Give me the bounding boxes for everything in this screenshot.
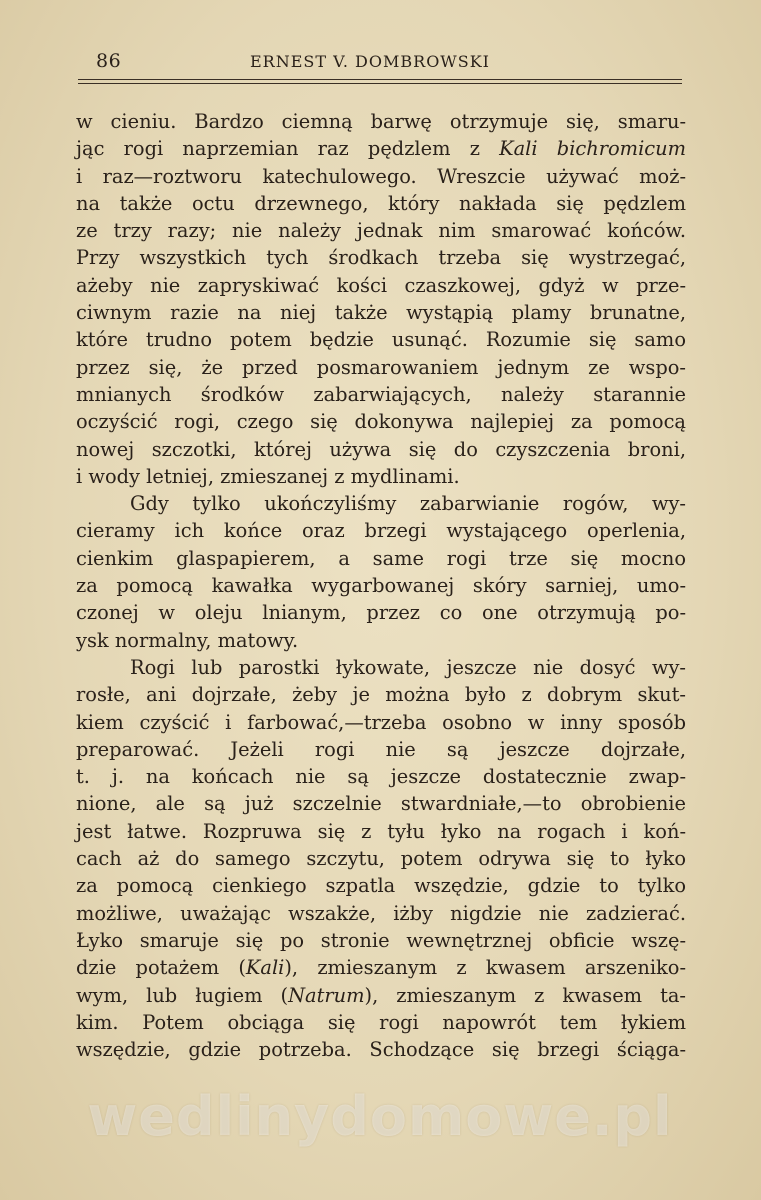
text-line: cieramy ich końce oraz brzegi wystającego operlenia, xyxy=(76,519,686,543)
text-line: i wody letniej, zmieszanej z mydlinami. xyxy=(76,464,460,488)
text-run: wym, lub ługiem ( xyxy=(76,983,289,1007)
italic-term: Kali bichromicum xyxy=(499,137,687,161)
text-line: na także octu drzewnego, który nakłada się pędzlem xyxy=(76,191,686,215)
text-run: jąc rogi naprzemian raz pędzlem z xyxy=(76,137,500,161)
text-line: preparować. Jeżeli rogi nie są jeszcze dojrzałe, xyxy=(76,737,686,761)
text-line: cach aż do samego szczytu, potem odrywa się to łyko xyxy=(76,847,686,871)
text-line: oczyścić rogi, czego się dokonywa najlepiej za pomocą xyxy=(76,410,686,434)
text-line: ysk normalny, matowy. xyxy=(76,628,299,652)
text-run: dzie potażem ( xyxy=(76,956,246,980)
text-line: jest łatwe. Rozpruwa się z tyłu łyko na rogach i koń- xyxy=(76,819,686,843)
text-line: rosłe, ani dojrzałe, żeby je można było z dobrym skut- xyxy=(76,683,686,707)
watermark: wedlinydomowe.pl xyxy=(87,1085,673,1148)
text-line: wszędzie, gdzie potrzeba. Schodzące się brzegi ściąga- xyxy=(76,1038,686,1062)
text-line: przez się, że przed posmarowaniem jednym ze wspo- xyxy=(76,355,686,379)
text-line: kiem czyścić i farbować,—trzeba osobno w inny sposób xyxy=(76,710,686,734)
text-line xyxy=(76,954,686,981)
header-rule xyxy=(78,79,682,84)
text-line: i raz—roztworu katechulowego. Wreszcie używać moż- xyxy=(76,164,686,188)
text-line: kim. Potem obciąga się rogi napowrót tem łykiem xyxy=(76,1010,686,1034)
text-line: ze trzy razy; nie należy jednak nim smarować końców. xyxy=(76,219,686,243)
text-line xyxy=(76,982,686,1009)
text-line: Gdy tylko ukończyliśmy zabarwianie rogów, wy- xyxy=(130,492,686,516)
text-line xyxy=(76,135,686,162)
text-line: za pomocą kawałka wygarbowanej skóry sarniej, umo- xyxy=(76,574,686,598)
text-line: ciwnym razie na niej także wystąpią plamy brunatne, xyxy=(76,301,686,325)
text-run: ), zmieszanym z kwasem arszeniko- xyxy=(284,956,687,980)
text-line: czonej w oleju lnianym, przez co one otrzymują po- xyxy=(76,601,686,625)
text-line: możliwe, uważając wszakże, iżby nigdzie nie zadzierać. xyxy=(76,901,686,925)
text-line: t. j. na końcach nie są jeszcze dostatecznie zwap- xyxy=(76,765,686,789)
text-line: Łyko smaruje się po stronie wewnętrznej obficie wszę- xyxy=(76,928,686,952)
body-text xyxy=(76,108,686,1063)
text-line: nione, ale są już szczelnie stwardniałe,—to obrobienie xyxy=(76,792,686,816)
italic-term: Natrum xyxy=(288,983,365,1007)
text-line: cienkim glaspapierem, a same rogi trze się mocno xyxy=(76,546,686,570)
text-line: Rogi lub parostki łykowate, jeszcze nie dosyć wy- xyxy=(130,655,686,679)
text-line: nowej szczotki, której używa się do czyszczenia broni, xyxy=(76,437,686,461)
page-header xyxy=(78,46,682,78)
text-line: za pomocą cienkiego szpatla wszędzie, gdzie to tylko xyxy=(76,874,686,898)
text-line: ażeby nie zapryskiwać kości czaszkowej, gdyż w prze- xyxy=(76,273,686,297)
text-line: Przy wszystkich tych środkach trzeba się wystrzegać, xyxy=(76,246,686,270)
text-line: mnianych środków zabarwiających, należy starannie xyxy=(76,382,686,406)
text-line: które trudno potem będzie usunąć. Rozumie się samo xyxy=(76,328,686,352)
running-title: ERNEST V. DOMBROWSKI xyxy=(250,52,490,71)
text-run: ), zmieszanym z kwasem ta- xyxy=(364,983,686,1007)
text-line: w cieniu. Bardzo ciemną barwę otrzymuje się, smaru- xyxy=(76,110,686,133)
italic-term: Kali xyxy=(245,956,285,980)
page-number: 86 xyxy=(96,50,122,72)
